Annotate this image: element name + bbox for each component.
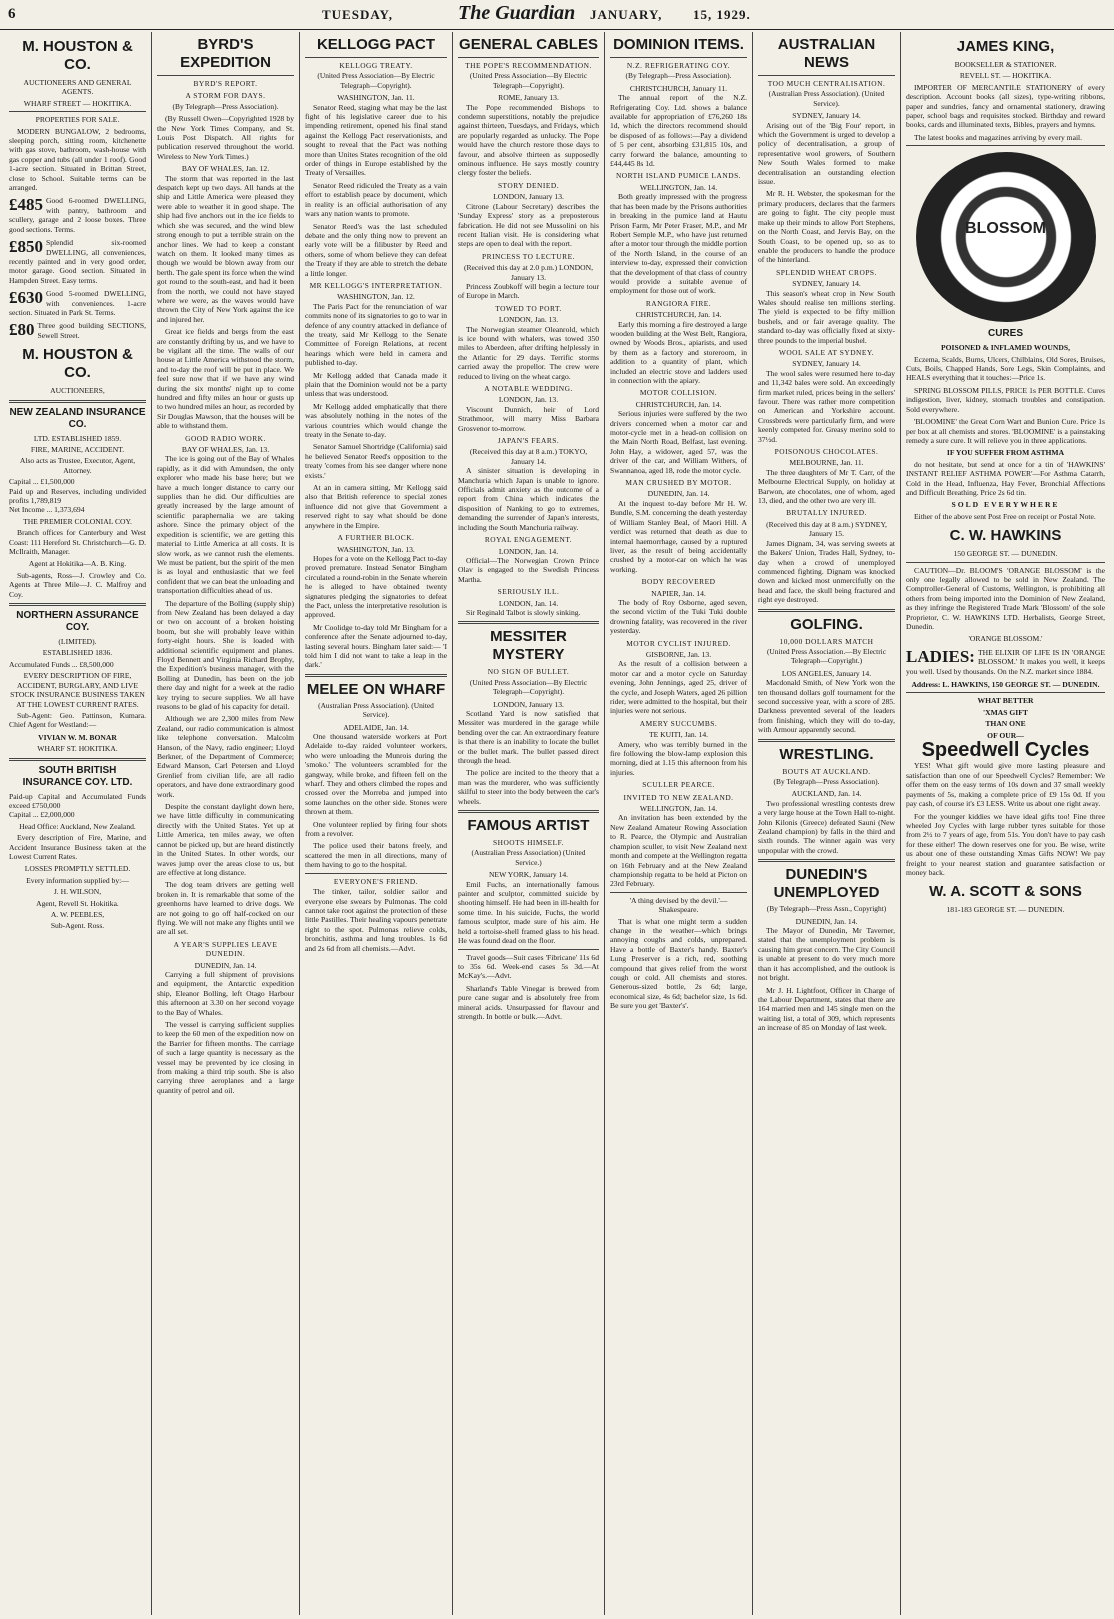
post-free: Either of the above sent Post Free on receipt or Postal Note. <box>914 511 1096 521</box>
subhead: SERIOUSLY ILL. <box>497 587 560 597</box>
paragraph: The ice is going out of the Bay of Whales rapidly, as it did with Amundsen, the only explorer who made his base here; but we have a much longer distance to carry our supplies than he did. Our difficulties are greatly increased by the large amount of scientific paraphernalia we are taking ashore. Since the primary object of the expedition is scientific, we are getting this material to Little America at all costs. It is slow work, as we cannot rush the elements. We must be patient, but the spirit of the men is as loyal and enthusiastic that we feel confident that we can beat the unloading and transportation difficulties ahead of us. <box>157 454 294 596</box>
subhead: GOOD RADIO WORK. <box>185 433 266 443</box>
price: £485 <box>9 196 43 215</box>
sb-capital-2: Capital ... £2,000,000 <box>9 810 75 820</box>
column-houston-insurance <box>4 32 152 1615</box>
paragraph: Macdonald Smith, of New York won the ten thousand dollars golf tournament for the second successive year, with a score of 285. Darkness prevented several of the leaders from finishing, which they will do to-day, with Armour apparently second. <box>758 678 895 735</box>
blossom-desc: Eczema, Scalds, Burns, Ulcers, Chilblains, Old Sores, Bruises, Cuts, Boils, Chapped Hands, Sore Legs, Skin Complaints, and HEALS everything that it touches:—Price 1s. <box>906 354 1105 383</box>
subhead: KELLOGG TREATY. <box>339 61 413 70</box>
subhead: A STORM FOR DAYS. <box>185 91 266 101</box>
dateline: CHRISTCHURCH, Jan. 14. <box>635 399 722 409</box>
dateline: WELLINGTON, Jan. 14. <box>639 182 718 192</box>
xmas-line: WHAT BETTER <box>977 696 1034 706</box>
xmas-line: THAN ONE <box>985 719 1026 729</box>
agency-line: (Australian Press Association). (United Service). <box>318 700 434 720</box>
sold-everywhere: SOLD EVERYWHERE <box>951 500 1060 510</box>
paragraph: (By Russell Owen—Copyrighted 1928 by the New York Times Company, and St. Louis Post Dispatch. All rights for publication reserved throughout the world. Wireless to New York Times.) <box>157 114 294 161</box>
cables-headline: GENERAL CABLES <box>459 36 598 53</box>
masthead-date: 15, 1929. <box>693 7 751 22</box>
nz-capital: Capital ... £1,500,000 <box>9 477 75 487</box>
nz-paidup: Paid up and Reserves, including undivided profits 1,789,819 <box>9 486 146 505</box>
nz-insurance-line: Also acts as Trustee, Executor, Agent, Attorney. <box>19 456 136 475</box>
property-630 <box>9 289 146 317</box>
paragraph: An invitation has been extended by the New Zealand Amateur Rowing Association to R. Pearce, the Olympic and Australian champion sculler, to visit New Zealand next month and compete at the Wellington regatta on 16th February and at the New Zealand championship regatta to be held at Picton on 23rd February. <box>610 813 747 889</box>
dateline: (Received this day at 8 a.m.) SYDNEY, January 15. <box>766 519 887 539</box>
poisoned-wounds: POISONED & INFLAMED WOUNDS, <box>941 343 1070 353</box>
subhead: MOTOR COLLISION. <box>639 388 718 398</box>
nz-income: Net Income ... 1,373,694 <box>9 505 85 515</box>
nz-subagents: Sub-agents, Ross—J. Crowley and Co. Agents at Three Mile—J. C. Malfroy and Coy. <box>9 570 146 599</box>
paragraph: Serious injuries were suffered by the two drivers concerned when a motor car and motor-cycle met in a head-on collision on the Main North Road, Belfast, last evening. John Hay, a widower, aged 57, was the driver of the car, and William Withers, of Swannanoa, aged 18, rode the motor cycle. <box>610 409 747 475</box>
dateline: CHRISTCHURCH, Jan. 14. <box>635 310 722 320</box>
paragraph: Carrying a full shipment of provisions and equipment, the Antarctic expedition ship, Eleanor Bolling, left Otago Harbour this afternoon at 3.30 on her second voyage to the Bay of Whales. <box>157 969 294 1017</box>
subhead: ROYAL ENGAGEMENT. <box>484 535 573 545</box>
paragraph: At the inquest to-day before Mr H. W. Bundle, S.M. concerning the death yesterday of William Stanley Beal, of Maori Hill. A verdict was returned that death as due to internal haemorrhage, caused by a ruptured liver, as the result of being accidentally crushed by a motor-car on which he was working. <box>610 498 747 574</box>
james-king-address: REVELL ST. — HOKITIKA. <box>959 71 1052 81</box>
paragraph: Citrone (Labour Secretary) describes the 'Sunday Express' story as a preposterous fabrication. He did not see Mussolini on his recent Italian visit. He is considering what steps are open to deal with the report. <box>458 201 599 249</box>
paragraph: Viscount Dunnich, heir of Lord Strathmoor, will marry Miss Barbara Grosvenor to-morrow. <box>458 404 599 433</box>
paragraph: The annual report of the N.Z. Refrigerating Coy. Ltd. shows a balance available for appropriation of £76,260 18s 1d, which the directors recommend should be disposed of as follows:—Pay a dividend of 5 per cent, absorbing £31,815 10s, and carry forward the balance, amounting to £44,445 8s 1d. <box>610 93 747 169</box>
dateline: DUNEDIN, Jan. 14. <box>795 916 858 926</box>
emblem-text: BLOSSOM <box>965 220 1046 238</box>
subhead: N.Z. REFRIGERATING COY. <box>626 61 731 70</box>
masthead-day: TUESDAY, <box>322 7 393 22</box>
sharlands-ad: Sharland's Table Vinegar is brewed from pure cane sugar and is absolutely free from mineral acids. Unsurpassed for flavour and strength. In bottle or bulk.—Advt. <box>458 983 599 1021</box>
orange-blossom-heading: 'ORANGE BLOSSOM.' <box>968 634 1043 644</box>
xmas-line: 'XMAS GIFT <box>983 707 1028 717</box>
paragraph: Great ice fields and bergs from the east are constantly drifting by us, and we have to be vigilant all the time. The walls of our house at Little America withstood the storm, and to-day the roof will be put in place. We feel sure now that if we have any wind during the six months' night up to come hundred and fifty miles an hour or gusts up to two hundred miles an hour, as recorded by Sir Douglas Mawson, that the houses will be able to withstand them. <box>157 327 294 431</box>
ladies-ad <box>906 648 1105 676</box>
nz-insurance-heading: NEW ZEALAND INSURANCE CO. <box>9 406 146 430</box>
wrestling-headline: WRESTLING. <box>779 745 874 763</box>
paragraph: Emil Fuchs, an internationally famous painter and sculptor, committed suicide by shooting himself. He had been in ill-health for some time. In his suicide, Fuchs, the world famous sculptor, made sure of his aim. He held a tortoise-shell framed glass to his head. He was found dead on the floor. <box>458 879 599 946</box>
dateline: DUNEDIN, Jan. 14. <box>194 960 257 970</box>
paragraph: James Dignam, 34, was serving sweets at the Bakers' Union, Trades Hall, Sydney, to-day when a crowd of unemployed commenced fighting. Dignam was knocked down and kicked most unmercifully on the head and face, the skull being fractured and right eye destroyed. <box>758 538 895 605</box>
sb-agent: J. H. WILSON, <box>53 887 102 897</box>
agency-line: (United Press Association—By Electric Telegraph—Copyright). <box>317 71 435 90</box>
northern-established: ESTABLISHED 1836. <box>42 648 113 658</box>
dateline: TE KUITI, Jan. 14. <box>648 730 709 740</box>
northern-subagent: Sub-Agent: Geo. Pattinson, Kumara. Chief Agent for Westland:— <box>9 710 146 730</box>
paragraph: The Paris Pact for the renunciation of war commits none of its signatories to go to war in defence of any country attacked in defiance of the treaty, said Mr Kellogg to the Senate Committee of Foreign Relations, at recent hearings which were held in camera and published to-day. <box>305 301 447 368</box>
speedwell-heading: Speedwell Cycles <box>921 739 1090 762</box>
paragraph: The wool sales were resumed here to-day and 11,342 bales were sold. An exceedingly firm market ruled, prices being in the sellers' favour. There was rather more competition on American and Yorkshire account. Crossbreds were particularly firm, and were keenly competed for. Greasy merino sold to 37½d. <box>758 368 895 444</box>
subhead: SHOOTS HIMSELF. <box>493 838 564 848</box>
south-british-heading: SOUTH BRITISH INSURANCE COY. LTD. <box>22 764 133 788</box>
property-80 <box>9 321 146 340</box>
northern-funds: Accumulated Funds ... £8,500,000 <box>9 659 114 669</box>
subhead: PRINCESS TO LECTURE. <box>482 251 575 261</box>
subhead: BODY RECOVERED <box>641 577 716 587</box>
dateline: SYDNEY, January 14. <box>792 359 861 369</box>
cures-heading: CURES <box>987 328 1023 340</box>
paragraph: The police used their batons freely, and scattered the men in all directions, many of them having to go to the hospital. <box>305 841 447 870</box>
paragraph: The Norwegian steamer Oleanrold, which is ice bound with whalers, was towed 350 miles to Aberdeen, after drifting helplessly in the Atlantic for 29 days. Terrific storms carried away the propellor. The crew were reduced to living on the wheat cargo. <box>458 324 599 381</box>
agency-line: (By Telegraph—Press Assn., Copyright) <box>766 904 887 914</box>
byrd-headline: BYRD'S EXPEDITION <box>180 36 271 71</box>
agency-line: (Australian Press Association) (United Service.) <box>471 848 586 867</box>
caution-notice: CAUTION—Dr. BLOOM'S 'ORANGE BLOSSOM' is the only one legally allowed to be sold in New Zealand. The Comptroller-General of Customs, Wellington, is prohibiting all others from being imported into the Dominion of New Zealand, as they infringe the Registered Trade Mark 'Blossom' of the sole Proprietor, C. W. HAWKINS LTD. Herbalists, George Street, Dunedin. <box>906 565 1105 631</box>
agency-line: (By Telegraph—Press Association). <box>625 71 732 81</box>
speedwell-desc: YES! What gift would give more lasting pleasure and satisfaction than one of our Speedwell Cycles? Remember: We offer them on the easy terms of 10s down and 37 small weekly payments of 5s, making a complete price of £9 15s 0d. If you pay cash, of course it's £3 LESS. Write us about one right away. <box>906 761 1105 809</box>
paragraph: Both greatly impressed with the progress that has been made by the Prisons authorities in breaking in the pumice land at Hautu Prison Farm, Mr Peter Fraser, M.P., and Mr Robert Semple M.P., who have just returned after a motor tour through the middle portion of the North Island, in the course of an interview to-day, expressed their conviction that the development of that class of country would provide a suitable avenue of employment for those out of work. <box>610 192 747 296</box>
paragraph: Senator Reed, staging what may be the last fight of his legislative career due to his impending retirement, opened his final stand against the Kellogg Pact reservationists, and sought to reveal that the Pact was nothing more than Unites States recognition of the old order of things in Europe established by the Treaty of Versailles. <box>305 102 447 178</box>
property-desc: Three good building SECTIONS, Sewell Street. <box>37 321 146 340</box>
dateline: DUNEDIN, Jan. 14. <box>647 489 710 499</box>
dateline: (Received this day at 8 a.m.) TOKYO, January 14. <box>469 447 588 466</box>
nz-insurance-line: FIRE, MARINE, ACCIDENT. <box>30 444 125 454</box>
dateline: WASHINGTON, Jan. 11. <box>337 93 415 103</box>
agency-line: (United Press Association—By Electric Telegraph—Copyright). <box>469 677 588 697</box>
mckays-ad: Travel goods—Suit cases 'Fibricane' 11s 6d to 35s 6d. Week-end cases 5s 3d.—At McKay's.—Advt. <box>458 952 599 981</box>
asthma-heading: IF YOU SUFFER FROM ASTHMA <box>946 448 1065 458</box>
houston-subheading-2: AUCTIONEERS, <box>50 386 105 396</box>
nz-insurance-sub: LTD. ESTABLISHED 1859. <box>33 433 122 443</box>
paragraph: The Pope recommended Bishops to condemn superstitions, notably the prejudice against thirteen, Tuesdays, and Fridays, which are popularly regarded as unlucky. The Pope would have the church restore those days to favour, and absolve thirteen as supposedly ominous influence. He says mostly country clergy foster the beliefs. <box>458 102 599 178</box>
paragraph: As the result of a collision between a motor car and a motor cycle on Saturday evening, John Jennings, aged 25, driver of the cycle, and Joseph Waters, aged 26 pillion rider, were admitted to the hospital, but their injuries were not serious. <box>610 659 747 716</box>
dateline: WELLINGTON, Jan. 14. <box>639 804 718 814</box>
james-king-books: The latest books and magazines arriving by every mail. <box>914 132 1083 142</box>
scott-sons-heading: W. A. SCOTT & SONS <box>929 883 1082 901</box>
paragraph: The storm that was reported in the last despatch kept up two days. All hands at the ship and Little America were pleased they were able to weather it in good shape. The ship had five anchors out in the ice fields to which she was secured, and the wind blew strong enough to put a terrible strain on the anchor lines. We had to keep a constant watch on them. It looked many times as though we would be blown away from our berth. The gale spent its force when the wind got round to the south-east, and had it been from the north, we could not have stayed where we were, as the waves would have thrown the City of New York against the ice and injured her. <box>157 173 294 324</box>
australian-headline: AUSTRALIAN NEWS <box>777 36 876 71</box>
sb-capital: Paid-up Capital and Accumulated Funds exceed £750,000 <box>9 791 146 810</box>
blossom-pills: SPRING BLOSSOM PILLS, PRICE 1s PER BOTTLE. Cures indigestion, liver, kidney, stomach troubles and constipation. Sold everywhere. <box>906 385 1105 414</box>
subhead: THE POPE'S RECOMMENDATION. <box>465 61 592 70</box>
paragraph: The dog team drivers are getting well broken in. It is remarkable that some of the greenhorns have learned to drive dogs. We are not going to go off half-cocked on our flying. We will not make any flights until we are all set. <box>157 880 294 937</box>
unemployed-headline: DUNEDIN'S UNEMPLOYED <box>773 866 880 902</box>
sb-desc: Every description of Fire, Marine, and Accident Insurance Business taken at the Lowest Current Rates. <box>9 833 146 861</box>
james-king-desc: IMPORTER OF MERCANTILE STATIONERY of every description. Account books (all sizes), type-writing ribbons, paper and sundries, fancy and ornamental stationery, drawing paper, school bags and requisites stocked. Birthday and reward books, cards and illuminated texts, Bibles, prayers and hymns. <box>906 82 1105 130</box>
sb-losses: LOSSES PROMPTLY SETTLED. <box>24 864 131 874</box>
dateline: ADELAIDE, Jan. 14. <box>343 722 409 732</box>
hawkins-heading: C. W. HAWKINS <box>949 527 1062 545</box>
nz-agent: Agent at Hokitika—A. B. King. <box>28 559 127 569</box>
james-king-heading: JAMES KING, <box>956 38 1055 55</box>
dateline: WASHINGTON, Jan. 13. <box>337 544 415 554</box>
paragraph: The departure of the Bolling (supply ship) from New Zealand has been delayed a day or two on account of a broken hoisting boom, but she will probably leave within forty-eight hours. She is loaded with additional scientific equipment and planes. Floyd Bennett and Virginia Richard Brophy, the Expedition's business manager, with the Bolling at Dunedin, has been on the job there day and night for a week at the radio key trying to secure supplies. We all have reasons to be glad of his capacity for detail. <box>157 598 294 711</box>
paragraph: Despite the constant daylight down here, we have little difficulty in communicating directly with the United States. Yet up at Little America, ten miles away, we often cannot be picked up, but are heard distinctly in the United States. In other words, our waves jump over the areas close to us, but are effective at long distance. <box>157 802 294 877</box>
houston-address: WHARF STREET — HOKITIKA. <box>23 98 132 108</box>
houston-heading-2: M. HOUSTON & CO. <box>22 346 133 382</box>
sb-info: Every information supplied by:— <box>26 875 129 885</box>
golfing-headline: GOLFING. <box>790 615 863 633</box>
agency-line: (By Telegraph—Press Association). <box>172 101 279 111</box>
dateline: MELBOURNE, Jan. 11. <box>789 458 864 468</box>
hawkins-address: 150 GEORGE ST. — DUNEDIN. <box>953 549 1058 559</box>
baxters-ad: That is what one might term a sudden change in the weather—which brings annoying coughs and colds, unprepared. Have a bottle of Baxter's handy. Baxter's Lung Preserver is a rich, red, soothing compound that gives relief from the worst cough or cold. All chemists and stores. Generous-sized bottle, 2s 6d; large, economical size, 4s 6d; bachelor size, 1s 6d. Be sure you get 'Baxter's'. <box>610 916 747 1011</box>
subhead: STORY DENIED. <box>497 180 560 190</box>
blossom-emblem-icon <box>916 152 1096 322</box>
masthead-title: The Guardian <box>458 2 576 24</box>
paragraph: Senator Samuel Shortridge (California) said he believed Senator Reed's opposition to the treaty 'comes from his see danger where none exists.' <box>305 442 447 480</box>
dateline: NAPIER, Jan. 14. <box>651 588 706 598</box>
sb-subagent-address: Sub-Agent. Ross. <box>50 921 105 931</box>
paragraph: This season's wheat crop in New South Wales should realise ten millions sterling. The yield is expected to be fifty million bushels, and or fair average quality. The standard to-day was officially fixed at sixty-three pounds to the imperial bushel. <box>758 288 895 345</box>
dateline: LONDON, January 13. <box>493 192 564 202</box>
dateline: ROME, January 13. <box>498 93 559 103</box>
xmas-line: OF OUR— <box>987 730 1024 740</box>
column-general-cables <box>453 32 605 1615</box>
page-number: 6 <box>8 6 17 22</box>
subhead: RANGIORA FIRE. <box>645 298 712 308</box>
paragraph: Mr R. H. Webster, the spokesman for the primary producers, declares that the farmers are going to fight. The city people must make up their minds to allow Port Stephens, on the North Coast, and Jervis Bay, on the South Coast, to be opened up, so as to enable the producers to handle the produce of the hinterland. <box>758 189 895 265</box>
agency-line: (United Press Association.—By Electric Telegraph—Copyright.) <box>766 646 887 666</box>
subhead: A YEAR'S SUPPLIES LEAVE DUNEDIN. <box>173 939 278 959</box>
dateline: (Received this day at 2.0 p.m.) LONDON, January 13. <box>463 263 594 282</box>
subhead: SPLENDID WHEAT CROPS. <box>776 267 877 277</box>
paragraph: The three daughters of Mr T. Carr, of the Melbourne Electrical Supply, on holiday at Barwon, ate chocolates, one of whom, aged 13, died, and the other two are very ill. <box>758 467 895 506</box>
paragraph: The body of Roy Osborne, aged seven, the second victim of the Tuki Tuki double drowning fatality, was recovered in the river yesterday. <box>610 597 747 636</box>
paragraph: The Mayor of Dunedin, Mr Taverner, stated that the unemployment problem is causing him great concern. The City Council is unable at present to do very much more than it has accomplished, and the outlook is not bright. <box>758 926 895 983</box>
subhead: NO SIGN OF BULLET. <box>487 667 570 677</box>
subhead: WOOL SALE AT SYDNEY. <box>778 347 875 357</box>
price: £80 <box>9 321 35 340</box>
paragraph: Official—The Norwegian Crown Prince Olav is engaged to the Swedish Princess Martha. <box>458 555 599 584</box>
dateline: SYDNEY, January 14. <box>792 111 861 121</box>
james-king-sub: BOOKSELLER & STATIONER. <box>954 60 1057 69</box>
masthead-month: JANUARY, <box>590 7 663 22</box>
subhead: JAPAN'S FEARS. <box>497 436 560 446</box>
houston-subheading: AUCTIONEERS AND GENERAL AGENTS. <box>23 78 132 97</box>
subhead: BOUTS AT AUCKLAND. <box>782 766 871 776</box>
subhead: AMERY SUCCUMBS. <box>639 718 718 728</box>
dateline: LONDON, Jan. 14. <box>498 546 559 556</box>
paragraph: One volunteer replied by firing four shots from a revolver. <box>305 819 447 839</box>
properties-heading: PROPERTIES FOR SALE. <box>35 115 120 125</box>
subhead: A FURTHER BLOCK. <box>337 533 415 543</box>
dateline: SYDNEY, January 14. <box>792 279 861 289</box>
paragraph: Mr Kellogg added emphatically that there was absolutely nothing in the notes of the various countries which would change the treaty in the Senate to-day. <box>305 401 447 440</box>
artist-headline: FAMOUS ARTIST <box>467 817 590 835</box>
subhead: TOWED TO PORT. <box>495 303 562 313</box>
paragraph: Mr Kellogg added that Canada made it plain that the Dominion would not be a party unless that was understood. <box>305 370 447 399</box>
subhead: INVITED TO NEW ZEALAND. <box>623 792 734 802</box>
dateline: LONDON, Jan. 14. <box>498 598 559 608</box>
speedwell-kiddies: For the younger kiddies we have ideal gifts too! Fine three wheeled Joy Cycles with large rubber tyres suitable for those from 2½ to 7 years of age, from 51s. You don't have to pay cash for these either! The down reserves one for you. Be wise, write us about one of these outstanding Xmas Gifts NOW! We pay freight to your nearest station and guarantee satisfaction or money back. <box>906 811 1105 877</box>
bungalow-ad: MODERN BUNGALOW, 2 bedrooms, sleeping porch, sitting room, kitchenette with gas stove, bathroom, wash-house with gas copper and tubs (all under 1 roof). Good 1-acre section. Situated in Brittan Street, close to School. Suitable terms can be arranged. <box>9 126 146 193</box>
paragraph: Although we are 2,300 miles from New Zealand, our radio communication is almost like telephone conversation. Malcolm Hanson, of the Navy, radio engineer; Lloyd Berkner, of the Department of Commerce; Edward Manson, Carl Petersen and Lloyd Grenlief from civilian life, are all radio operators, and have done extraordinary good work. <box>157 714 294 799</box>
column-dominion-items <box>605 32 753 1615</box>
baxters-quote: 'A thing devised by the devil.'—Shakespeare. <box>629 895 728 915</box>
paragraph: Senator Reed ridiculed the Treaty as a vain effort to establish peace by document, which in reality is an official authorisation of any wars any nation wants to promote. <box>305 180 447 219</box>
paragraph: Amery, who was terribly burned in the fire following the blow-lamp explosion this morning, died at 1.15 this afternoon from his injuries. <box>610 739 747 777</box>
subhead: A NOTABLE WEDDING. <box>484 384 573 393</box>
paragraph: Arising out of the 'Big Four' report, in which the Government is urged to develop a policy of decentralisation, a group of representative wool growers, of Southern New South Wales formed to make decentralisation an outstanding election issue. <box>758 120 895 187</box>
paragraph: The police are incited to the theory that a man was the murderer, who was sufficiently skilful to steer into the body between the car's wheels. <box>458 768 599 806</box>
sb-subagent: A. W. PEEBLES, <box>50 910 105 919</box>
property-desc: Good 6-roomed DWELLING, with pantry, bathroom and scullery, garage and 2 loose boxes. Three good sections. Terms. <box>9 196 146 234</box>
column-byrd-expedition <box>152 32 300 1615</box>
property-485 <box>9 196 146 234</box>
dateline: LONDON, Jan. 13. <box>498 395 559 405</box>
paragraph: One thousand waterside workers at Port Adelaide to-day raided volunteer workers, who were unloading the Munrois during the 'smoko.' The volunteers scrambled for the gangway, while broke, and fifteen fell on the wharf. They and others climbed the ropes and crossed over the Morreba and jumped into some launches on the other side. Stones were thrown at them. <box>305 732 447 817</box>
nz-insurance-line: THE PREMIER COLONIAL COY. <box>23 516 132 526</box>
subhead: BRUTALLY INJURED. <box>786 508 867 518</box>
paragraph: The vessel is carrying sufficient supplies to keep the 60 men of the expedition now on the Barrier for fifteen months. The carriage of such a large quantity is necessary as the vessel may be prevented by ice closing in from making a third trip south. She is also carrying three aeroplanes and a large quantity of petrol and oil. <box>157 1020 294 1095</box>
subhead: NORTH ISLAND PUMICE LANDS. <box>615 171 742 181</box>
northern-sub: (LIMITED). <box>58 637 97 647</box>
column-advertisements <box>901 32 1110 1615</box>
subhead: BYRD'S REPORT. <box>193 79 258 88</box>
paragraph: Early this morning a fire destroyed a large wooden building at the West Belt, Rangiora, owned by Woods Bros., apiarists, and used by them as a factory and storeroom, in addition to a quantity of plant, which included an electric stove and ladders used in connection with the apiary. <box>610 319 747 385</box>
paragraph: Senator Reed's was the last scheduled debate and the only thing now to prevent an early vote will be a filibuster by Reed and others, some of whom believe they can defeat the Treaty if they are able to stretch the debate a little longer. <box>305 221 447 278</box>
agency-line: (United Press Association—By Electric Telegraph—Copyright). <box>469 71 588 90</box>
property-850 <box>9 238 146 285</box>
paragraph: At an in camera sitting, Mr Kellogg said also that British reference to special zones influence did not give that Government a reserved right to say what should be done anywhere in the Empire. <box>305 483 447 530</box>
dateline: LOS ANGELES, January 14. <box>781 668 872 678</box>
pulmonas-ad: The tinker, tailor, soldier sailor and everyone else swears by Pulmonas. The cold cannot take root against the protection of these little Pastilles. Their healing vapours penetrate right to the spot. Pulmonas relieve colds, bronchitis, asthma and lung troubles. 1s 6d and 2s 6d from all chemists.—Advt. <box>305 887 447 953</box>
paragraph: Mr Coolidge to-day told Mr Bingham for a conference after the Senate adjourned to-day, lasting several hours. Bingham later said:— 'I told him I did not want to take a leap in the dark.' <box>305 622 447 670</box>
bloomine-ad: 'BLOOMINE' the Great Corn Wart and Bunion Cure. Price 1s per box at all chemists and stores. 'BLOOMINE' is a painstaking remedy a sure cure. It will relieve you in three applications. <box>906 417 1105 445</box>
subhead: MOTOR CYCLIST INJURED. <box>626 638 731 648</box>
scott-sons-address: 181-183 GEORGE ST. — DUNEDIN. <box>946 905 1065 915</box>
property-desc: Splendid six-roomed DWELLING, all conveniences, recently painted and in very good order, motor garage. Good section. Situated in Hampden Street. Easy terms. <box>9 238 146 285</box>
column-kellogg-pact <box>300 32 453 1615</box>
ladies-desc: THE ELIXIR OF LIFE IS IN 'ORANGE BLOSSOM.' It makes you well, it keeps you well. Used by thousands. On the N.Z. market since 1884. <box>906 647 1105 676</box>
northern-agent-name: VIVIAN W. M. BONAR <box>38 732 117 742</box>
masthead <box>0 0 1114 30</box>
column-australian-news <box>753 32 901 1615</box>
northern-heading: NORTHERN ASSURANCE COY. <box>16 610 139 634</box>
subhead: SCULLER PEARCE. <box>642 780 715 790</box>
dateline: LONDON, Jan. 13. <box>498 315 559 325</box>
northern-desc: EVERY DESCRIPTION OF FIRE, ACCIDENT, BURGLARY, AND LIVE STOCK INSURANCE BUSINESS TAKEN AT THE LOWEST CURRENT RATES. <box>10 671 145 709</box>
subhead: POISONOUS CHOCOLATES. <box>774 447 879 457</box>
dateline: CHRISTCHURCH, January 11. <box>629 83 728 93</box>
price: £850 <box>9 238 43 257</box>
houston-heading: M. HOUSTON & CO. <box>22 38 133 73</box>
dateline: GISBORNE, Jan. 13. <box>645 649 712 659</box>
melee-headline: MELEE ON WHARF <box>306 680 446 698</box>
price: £630 <box>9 289 43 308</box>
paragraph: Mr J. H. Lightfoot, Officer in Charge of the Labour Department, states that there are 164 married men and 145 single men on the waiting list, a total of 309, which represents an increase of 85 on Monday of last week. <box>758 985 895 1033</box>
subhead: TOO MUCH CENTRALISATION. <box>767 79 886 88</box>
hawkins-address-2: Address: L. HAWKINS, 150 GEORGE ST. — DUNEDIN. <box>911 680 1100 690</box>
nz-branch: Branch offices for Canterbury and West Coast: 111 Hereford St. Christchurch—G. D. McIlraith, Manager. <box>9 528 146 557</box>
paragraph: Princess Zoubkoff will begin a lecture tour of Europe in March. <box>458 281 599 301</box>
northern-agent-address: WHARF ST. HOKITIKA. <box>37 744 118 754</box>
agency-line: (By Telegraph—Press Association). <box>773 777 880 786</box>
dateline: BAY OF WHALES, Jan. 13. <box>181 445 270 455</box>
dateline: LONDON, January 13. <box>493 699 564 709</box>
paragraph: A sinister situation is developing in Manchuria which Japan is unable to ignore. Officials admit anxiety as the outcome of a report from China which indicates the disposition of Nanking to go to extremes, demanding the surrender of Japan's interests, including the South Manchuria railway. <box>458 466 599 532</box>
agency-line: (Australian Press Association). (United Service). <box>768 89 885 108</box>
pulmonas-ad-heading: EVERYONE'S FRIEND. <box>333 876 419 886</box>
dominion-headline: DOMINION ITEMS. <box>613 36 744 53</box>
sb-agent-address: Agent, Revell St. Hokitika. <box>36 898 119 908</box>
subhead: MAN CRUSHED BY MOTOR. <box>625 478 732 488</box>
subhead: 10,000 DOLLARS MATCH <box>779 636 874 646</box>
columns <box>4 32 1110 1615</box>
paragraph: Sir Reginald Talbot is slowly sinking. <box>466 607 581 617</box>
sb-head-office: Head Office: Auckland, New Zealand. <box>19 821 136 831</box>
dateline: NEW YORK, January 14. <box>488 870 569 880</box>
paragraph: Two professional wrestling contests drew a very large house at the Town Hall to-night. John Kilonis (Greece) defeated Sauni (New Zealand champion) by falls in the third and sixth rounds. The winner again was very unpopular with the crowd. <box>758 798 895 855</box>
paragraph: Scotland Yard is now satisfied that Messiter was murdered in the garage while bending over the car. An extraordinary feature is that there is an inability to locate the bullet or the bullet mark. The bullet passed direct through the head. <box>458 708 599 765</box>
messiter-headline: MESSITER MYSTERY <box>490 628 567 664</box>
dateline: WASHINGTON, Jan. 12. <box>337 292 415 302</box>
kellogg-headline: KELLOGG PACT <box>316 36 436 53</box>
property-desc: Good 5-roomed DWELLING, with conveniences. 1-acre section. Situated in Park St. Terms. <box>9 289 146 317</box>
ladies-label: LADIES: <box>906 647 975 666</box>
subhead: MR KELLOGG'S INTERPRETATION. <box>309 280 443 290</box>
dateline: AUCKLAND, Jan. 14. <box>791 789 862 799</box>
asthma-desc: do not hesitate, but send at once for a tin of 'HAWKINS' INSTANT RELIEF ASTHMA POWER'—For Asthma Catarrh, Cold in the Head, Influenza, Hay Fever, Bronchial Affections and Difficult Breathing. Price 2s 6d tin. <box>906 459 1105 497</box>
dateline: BAY OF WHALES, Jan. 12. <box>181 164 270 174</box>
paragraph: Hopes for a vote on the Kellogg Pact to-day proved premature. Instead Senator Bingham circulated a round-robin in the Senate wherein he is alleged to have obtained twenty signatures pledging the signatories to defeat the Pact, unless the interpretative resolution is approved. <box>305 553 447 620</box>
